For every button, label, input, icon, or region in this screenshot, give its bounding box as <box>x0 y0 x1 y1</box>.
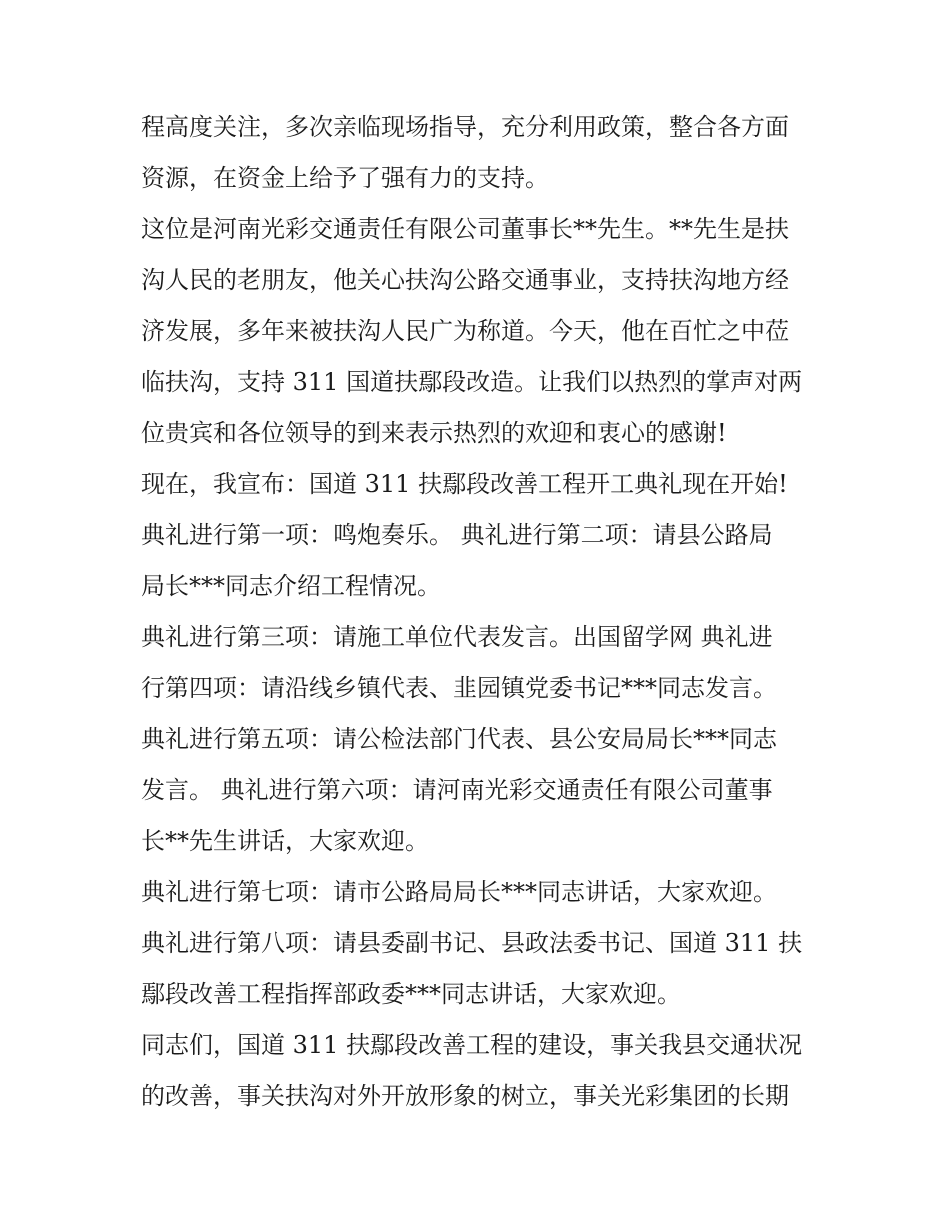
text-line: 济发展，多年来被扶沟人民广为称道。今天，他在百忙之中莅 <box>141 317 789 345</box>
text-line: 长**先生讲话，大家欢迎。 <box>141 827 429 855</box>
text-line: 局长***同志介绍工程情况。 <box>141 572 441 600</box>
text-line: 资源，在资金上给予了强有力的支持。 <box>141 164 549 192</box>
text-line: 临扶沟，支持 311 国道扶鄢段改造。让我们以热烈的掌声对两 <box>141 368 803 396</box>
text-line: 行第四项：请沿线乡镇代表、韭园镇党委书记***同志发言。 <box>141 674 777 702</box>
text-line: 位贵宾和各位领导的到来表示热烈的欢迎和衷心的感谢! <box>141 419 727 447</box>
text-line: 现在，我宣布：国道 311 扶鄢段改善工程开工典礼现在开始! <box>141 470 788 498</box>
text-line: 同志们，国道 311 扶鄢段改善工程的建设，事关我县交通状况 <box>141 1031 803 1059</box>
text-line: 典礼进行第八项：请县委副书记、县政法委书记、国道 311 扶 <box>141 929 803 957</box>
text-line: 典礼进行第七项：请市公路局局长***同志讲话，大家欢迎。 <box>141 878 777 906</box>
text-line: 典礼进行第五项：请公检法部门代表、县公安局局长***同志 <box>141 725 777 753</box>
text-line: 的改善，事关扶沟对外开放形象的树立，事关光彩集团的长期 <box>141 1082 789 1110</box>
text-line: 沟人民的老朋友，他关心扶沟公路交通事业，支持扶沟地方经 <box>141 266 789 294</box>
text-line: 典礼进行第一项：鸣炮奏乐。 典礼进行第二项：请县公路局 <box>141 521 773 549</box>
text-line: 发言。 典礼进行第六项：请河南光彩交通责任有限公司董事 <box>141 776 773 804</box>
document-body <box>141 102 831 1122</box>
text-line: 典礼进行第三项：请施工单位代表发言。出国留学网 典礼进 <box>141 623 773 651</box>
text-line: 程高度关注，多次亲临现场指导，充分利用政策，整合各方面 <box>141 113 789 141</box>
text-line: 鄢段改善工程指挥部政委***同志讲话，大家欢迎。 <box>141 980 681 1008</box>
text-line: 这位是河南光彩交通责任有限公司董事长**先生。**先生是扶 <box>141 215 789 243</box>
